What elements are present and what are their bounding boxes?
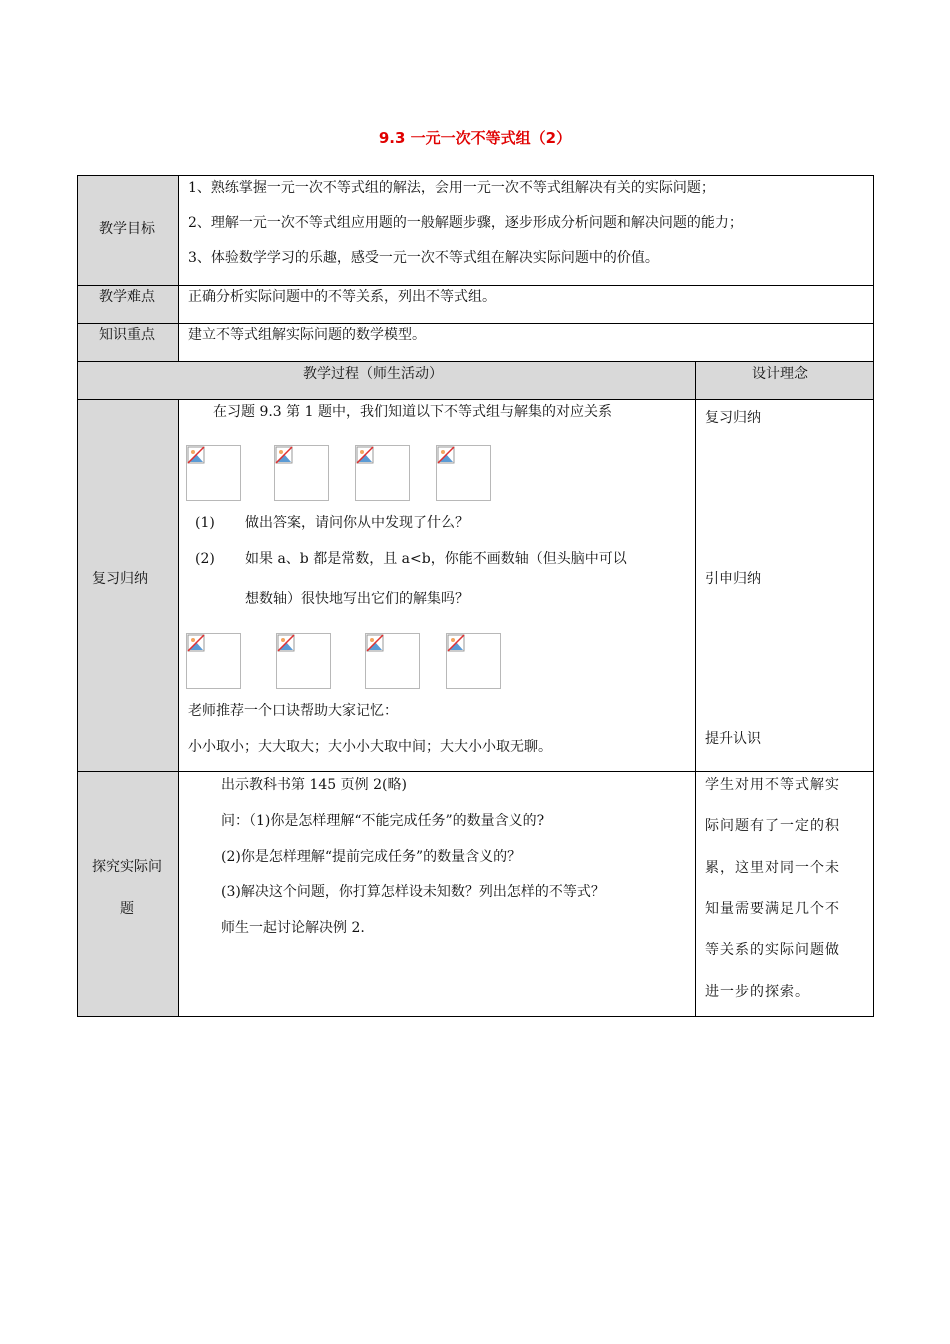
question-text: 做出答案，请问你从中发现了什么？ (245, 515, 469, 531)
goals-label: 教学目标 (99, 221, 155, 237)
broken-image-icon (355, 445, 410, 501)
explore-label-cell (77, 771, 178, 1017)
mnemonic: 小小取小；大大取大；大小小大取中间；大大小小取无聊。 (188, 739, 552, 755)
explore-line: (3)解决这个问题，你打算怎样设未知数？列出怎样的不等式？ (221, 884, 605, 900)
broken-image-icon (186, 445, 241, 501)
review-label: 复习归纳 (92, 571, 148, 587)
explore-line: 出示教科书第 145 页例 2(略) (221, 777, 407, 793)
explore-concept-line: 累，这里对同一个未 (705, 860, 840, 876)
question-number: (1) (195, 515, 215, 531)
difficulty-label: 教学难点 (99, 289, 155, 305)
explore-concept-line: 等关系的实际问题做 (705, 942, 840, 958)
explore-concept-line: 知量需要满足几个不 (705, 901, 840, 917)
goal-item: 3、体验数学学习的乐趣，感受一元一次不等式组在解决实际问题中的价值。 (188, 250, 659, 266)
keypoints-label: 知识重点 (99, 327, 155, 343)
broken-image-icon (276, 633, 331, 689)
explore-concept-line: 进一步的探索。 (705, 984, 810, 1000)
explore-concept-line: 际问题有了一定的积 (705, 818, 840, 834)
goal-item: 2、理解一元一次不等式组应用题的一般解题步骤，逐步形成分析问题和解决问题的能力； (188, 215, 743, 231)
broken-image-icon (446, 633, 501, 689)
question-text: 如果 a、b 都是常数，且 a<b，你能不画数轴（但头脑中可以 (245, 551, 627, 567)
page-title: 9.3 一元一次不等式组（2） (378, 129, 572, 147)
review-intro: 在习题 9.3 第 1 题中，我们知道以下不等式组与解集的对应关系 (213, 404, 612, 420)
broken-image-icon (186, 633, 241, 689)
broken-image-icon (274, 445, 329, 501)
explore-line: 师生一起讨论解决例 2. (221, 920, 365, 936)
review-concept: 引申归纳 (705, 571, 761, 587)
broken-image-icon (436, 445, 491, 501)
question-text: 想数轴）很快地写出它们的解集吗？ (245, 591, 469, 607)
explore-label: 探究实际问 (92, 859, 162, 875)
question-number: (2) (195, 551, 215, 567)
difficulty-text: 正确分析实际问题中的不等关系，列出不等式组。 (188, 289, 496, 305)
goal-item: 1、熟练掌握一元一次不等式组的解法，会用一元一次不等式组解决有关的实际问题； (188, 180, 715, 196)
teacher-tip: 老师推荐一个口诀帮助大家记忆： (188, 703, 398, 719)
broken-image-icon (365, 633, 420, 689)
keypoints-text: 建立不等式组解实际问题的数学模型。 (188, 327, 426, 343)
review-concept: 提升认识 (705, 731, 761, 747)
explore-concept-line: 学生对用不等式解实 (705, 777, 840, 793)
review-concept: 复习归纳 (705, 410, 761, 426)
header-process: 教学过程（师生活动） (303, 366, 443, 382)
explore-line: (2)你是怎样理解“提前完成任务”的数量含义的？ (221, 849, 522, 865)
explore-label: 题 (120, 901, 134, 917)
header-concept: 设计理念 (752, 366, 808, 382)
explore-line: 问：（1)你是怎样理解“不能完成任务”的数量含义的? (221, 813, 545, 829)
